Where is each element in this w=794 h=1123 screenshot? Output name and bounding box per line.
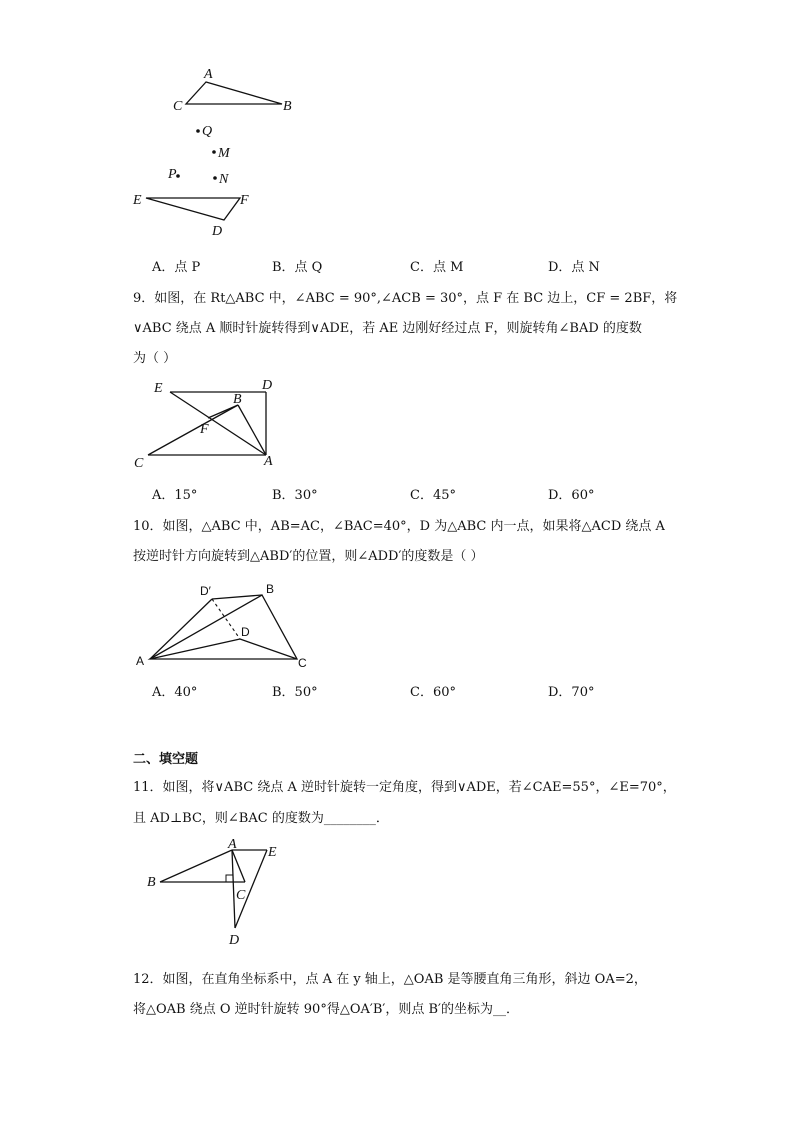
label-a: A: [264, 454, 273, 469]
q8-option-d[interactable]: D．点 N: [548, 260, 600, 275]
label-b: B: [266, 582, 275, 596]
q11-text-line2: 且 AD⊥BC，则∠BAC 的度数为________．: [133, 811, 389, 826]
q10-text-line1: 10．如图，△ABC 中，AB=AC，∠BAC=40°，D 为△ABC 内一点，如果将△ACD 绕点 A: [133, 519, 665, 534]
section-title: 二、填空题: [133, 752, 199, 767]
point-m: [212, 150, 216, 154]
q9-option-a[interactable]: A．15°: [152, 488, 198, 503]
point-p: [176, 174, 180, 178]
q8-figure: [133, 62, 300, 242]
q9-text-line3: 为（ ）: [133, 351, 177, 366]
label-e: E: [268, 845, 277, 860]
label-d: D: [229, 933, 240, 948]
q9-text-line2: ∨ABC 绕点 A 顺时针旋转得到∨ADE，若 AE 边刚好经过点 F，则旋转角∠BAD 的度数: [133, 321, 642, 336]
q8-option-c[interactable]: C．点 M: [410, 260, 464, 275]
label-c: C: [134, 456, 144, 471]
q10-option-c[interactable]: C．60°: [410, 685, 456, 700]
label-a: A: [204, 67, 213, 82]
q8-option-a[interactable]: A．点 P: [152, 260, 201, 275]
q10-figure: [130, 575, 320, 675]
q8-option-b[interactable]: B．点 Q: [272, 260, 323, 275]
q12-text-line1: 12．如图，在直角坐标系中，点 A 在 y 轴上，△OAB 是等腰直角三角形，斜边 OA=2，: [133, 972, 647, 987]
q10-option-d[interactable]: D．70°: [548, 685, 595, 700]
label-a: A: [228, 837, 237, 852]
label-b: B: [233, 392, 242, 407]
point-n: [213, 176, 217, 180]
label-c: C: [173, 99, 183, 114]
label-a: A: [136, 654, 145, 668]
point-q: [196, 129, 200, 133]
q9-text-line1: 9．如图，在 Rt△ABC 中，∠ABC = 90°,∠ACB = 30°，点 F 在 BC 边上，CF = 2BF，将: [133, 291, 678, 306]
label-d: D: [262, 378, 273, 393]
label-d: D: [212, 224, 223, 239]
label-m: M: [218, 146, 230, 161]
label-f: F: [240, 193, 249, 208]
q9-option-d[interactable]: D．60°: [548, 488, 595, 503]
label-p: P: [168, 167, 177, 182]
label-e: E: [154, 381, 163, 396]
label-f: F: [200, 422, 209, 437]
q12-text-line2: 将△OAB 绕点 O 逆时针旋转 90°得△OA′B′，则点 B′的坐标为__．: [133, 1002, 519, 1017]
q10-option-b[interactable]: B．50°: [272, 685, 318, 700]
q11-text-line1: 11．如图，将∨ABC 绕点 A 逆时针旋转一定角度，得到∨ADE，若∠CAE=55°，∠E=70°，: [133, 780, 676, 795]
label-c: C: [236, 888, 246, 903]
label-n: N: [219, 172, 229, 187]
triangle-abc: [186, 82, 282, 104]
q10-text-line2: 按逆时针方向旋转到△ABD′的位置，则∠ADD′的度数是（ ）: [133, 549, 484, 564]
q10-option-a[interactable]: A．40°: [152, 685, 198, 700]
label-b: B: [147, 875, 156, 890]
q9-figure: [130, 375, 290, 475]
label-e: E: [133, 193, 142, 208]
q9-option-c[interactable]: C．45°: [410, 488, 456, 503]
label-d: D: [241, 625, 250, 639]
label-c: C: [298, 656, 307, 670]
q9-option-b[interactable]: B．30°: [272, 488, 318, 503]
label-b: B: [283, 99, 292, 114]
label-d-prime: D′: [200, 584, 211, 598]
label-q: Q: [202, 124, 213, 139]
q11-figure: [140, 836, 290, 946]
triangle-efd: [146, 198, 240, 220]
